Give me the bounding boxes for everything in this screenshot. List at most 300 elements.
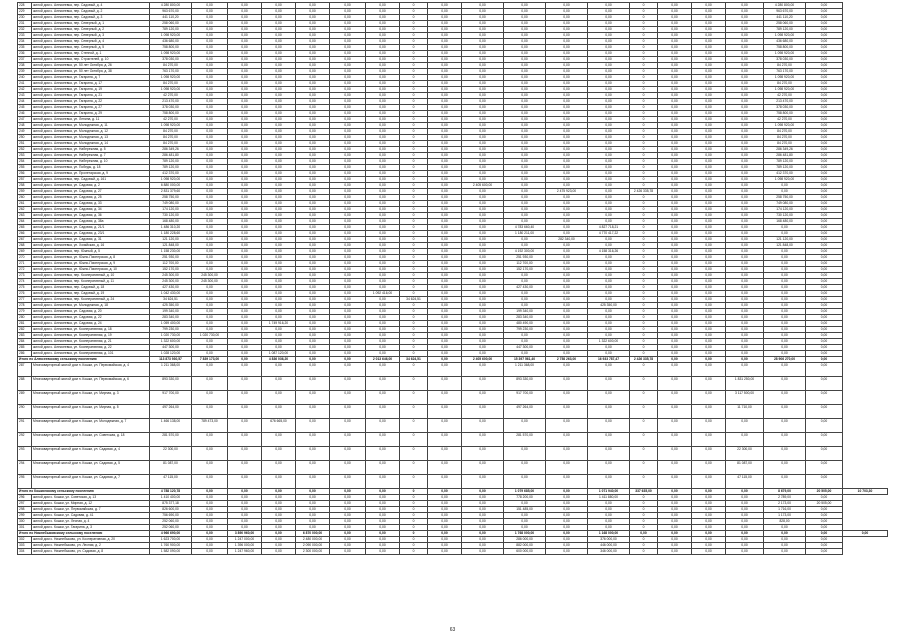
amount-cell: 0,00 [366,219,400,225]
amount-cell: 0,00 [692,377,726,391]
address-cell: жилой дом с. Кошки, ул. Первомайская, д. 7 [32,507,150,513]
amount-cell: 0,00 [330,231,366,237]
amount-cell: 0 [400,363,428,377]
address-cell: жилой дом с. Кошки, ул. Мирная, д. 12 [32,501,150,507]
amount-cell: 0,00 [428,195,462,201]
amount-cell: 882 000,00 [504,543,546,549]
amount-cell: 0,00 [428,219,462,225]
amount-cell: 0,00 [192,45,228,51]
amount-cell: 0,00 [588,351,630,357]
amount-cell: 0 [400,153,428,159]
amount-cell: 0,00 [262,231,296,237]
amount-cell: 0,00 [692,243,726,249]
amount-cell: 0,00 [192,447,228,461]
amount-cell: 282 340,00 [546,237,588,243]
row-number: 299 [18,513,32,519]
amount-cell: 0,00 [192,129,228,135]
amount-cell: 0,00 [692,267,726,273]
amount-cell: 0,00 [546,9,588,15]
total-cell: 337 635,00 [630,489,658,495]
amount-cell: 0,00 [692,165,726,171]
amount-cell: 0,00 [228,345,262,351]
amount-cell: 0,00 [462,475,504,489]
amount-cell: 446 000,00 [588,543,630,549]
amount-cell: 0,00 [546,225,588,231]
amount-cell: 0,00 [366,213,400,219]
amount-cell: 0,00 [806,419,843,433]
amount-cell: 0,00 [296,285,330,291]
amount-cell: 0,00 [296,243,330,249]
amount-cell: 0,00 [692,261,726,267]
amount-cell: 0,00 [428,285,462,291]
amount-cell: 0,00 [764,291,806,297]
amount-cell: 0,00 [192,377,228,391]
amount-cell: 0,00 [588,391,630,405]
amount-cell: 0,00 [428,461,462,475]
amount-cell: 0,00 [692,177,726,183]
amount-cell: 0,00 [228,63,262,69]
amount-cell: 0,00 [588,279,630,285]
row-number: 284 [18,339,32,345]
amount-cell: 0,00 [428,345,462,351]
amount-cell: 0,00 [428,51,462,57]
amount-cell: 0,00 [192,321,228,327]
amount-cell: 0,00 [228,165,262,171]
row-number: 300 [18,519,32,525]
amount-cell: 0 [400,219,428,225]
amount-cell: 0,00 [546,519,588,525]
row-number: 281 [18,321,32,327]
amount-cell: 1 098 920,00 [150,75,192,81]
amount-cell: 0,00 [228,129,262,135]
amount-cell: 1 158 230,00 [150,249,192,255]
amount-cell: 0,00 [330,3,366,9]
amount-cell: 0,00 [192,201,228,207]
amount-cell: 0,00 [726,309,764,315]
amount-cell: 0,00 [726,81,764,87]
amount-cell: 0,00 [366,297,400,303]
amount-cell: 0,00 [764,405,806,419]
amount-cell: 84 270,00 [150,81,192,87]
address-cell: жилой дом с. Алексеевка, ул. Гагарина, д. 7 [32,75,150,81]
total-cell: 0,00 [428,531,462,537]
amount-cell: 0 [630,153,658,159]
amount-cell: 0,00 [588,525,630,531]
amount-cell: 0,00 [806,273,843,279]
row-number: 238 [18,63,32,69]
amount-cell: 0,00 [428,135,462,141]
amount-cell: 174 120,00 [764,207,806,213]
amount-cell: 0,00 [428,433,462,447]
amount-cell: 0,00 [658,507,692,513]
amount-cell: 0,00 [692,537,726,543]
amount-cell: 0,00 [546,377,588,391]
amount-cell: 0,00 [658,147,692,153]
amount-cell: 152 170,00 [504,267,546,273]
amount-cell: 0,00 [504,525,546,531]
amount-cell: 0,00 [692,69,726,75]
amount-cell: 0 [400,147,428,153]
amount-cell: 0 [400,45,428,51]
amount-cell: 0,00 [228,105,262,111]
amount-cell: 0,00 [504,213,546,219]
amount-cell: 0,00 [764,363,806,377]
amount-cell: 0,00 [428,213,462,219]
amount-cell: 0,00 [296,171,330,177]
amount-cell: 0,00 [504,297,546,303]
amount-cell: 0,00 [192,51,228,57]
row-number: 271 [18,261,32,267]
address-cell: жилой дом с. Алексеевка, пер. Кооперативный, д. 24 [32,297,150,303]
amount-cell: 0 [630,27,658,33]
amount-cell: 0,00 [504,75,546,81]
amount-cell: 0,00 [330,225,366,231]
amount-cell: 0,00 [330,27,366,33]
address-cell: жилой дом с. Алексеевка, ул. Гагарина, д. 22 [32,99,150,105]
amount-cell: 0,00 [692,419,726,433]
row-number: 255 [18,165,32,171]
amount-cell: 0,00 [296,57,330,63]
amount-cell: 0,00 [726,147,764,153]
amount-cell: 0,00 [330,525,366,531]
amount-cell: 0,00 [692,129,726,135]
amount-cell: 0,00 [228,255,262,261]
amount-cell: 0 [400,461,428,475]
amount-cell: 0,00 [504,153,546,159]
amount-cell: 0,00 [692,327,726,333]
amount-cell: 42 270,00 [764,117,806,123]
amount-cell: 0,00 [330,297,366,303]
amount-cell: 0,00 [726,21,764,27]
amount-cell: 0,00 [428,501,462,507]
row-number: 259 [18,189,32,195]
amount-cell: 0,00 [330,21,366,27]
amount-cell: 0,00 [366,93,400,99]
amount-cell: 0,00 [546,339,588,345]
amount-cell: 1 028 120,00 [150,351,192,357]
amount-cell: 0,00 [546,461,588,475]
amount-cell: 0 [630,447,658,461]
amount-cell: 0,00 [330,219,366,225]
amount-cell: 0,00 [428,129,462,135]
amount-cell: 0,00 [764,549,806,555]
amount-cell: 0,00 [764,433,806,447]
amount-cell: 0,00 [296,177,330,183]
total-cell: 0,00 [843,531,888,537]
amount-cell: 758 800,00 [150,45,192,51]
amount-cell: 0,00 [588,345,630,351]
amount-cell: 0,00 [726,495,764,501]
amount-cell: 0,00 [330,195,366,201]
amount-cell: 0 [400,93,428,99]
amount-cell: 0,00 [806,195,843,201]
amount-cell: 0,00 [296,129,330,135]
amount-cell: 0,00 [692,201,726,207]
amount-cell: 0,00 [726,433,764,447]
address-cell: жилой дом с. Алексеевка, ул. Садовая, д. 34 [32,207,150,213]
amount-cell: 0 [400,105,428,111]
amount-cell: 0,00 [228,363,262,377]
amount-cell: 0,00 [228,69,262,75]
amount-cell: 0,00 [764,333,806,339]
amount-cell: 0,00 [228,135,262,141]
amount-cell: 0,00 [546,543,588,549]
total-cell: 0,00 [296,489,330,495]
amount-cell: 0,00 [588,3,630,9]
amount-cell: 0,00 [806,309,843,315]
amount-cell: 0,00 [296,519,330,525]
amount-cell: 0,00 [296,63,330,69]
amount-cell: 0,00 [228,303,262,309]
amount-cell: 0 [630,303,658,309]
amount-cell: 0,00 [806,207,843,213]
amount-cell: 0,00 [504,419,546,433]
amount-cell: 0,00 [658,525,692,531]
amount-cell: 0,00 [192,153,228,159]
total-cell: 0 [400,531,428,537]
amount-cell: 0,00 [262,255,296,261]
amount-cell: 0,00 [262,225,296,231]
amount-cell: 4 158 316,26 [588,249,630,255]
amount-cell: 0,00 [192,165,228,171]
amount-cell: 0,00 [296,321,330,327]
amount-cell: 0,00 [764,461,806,475]
total-cell: 4 966 690,00 [150,531,192,537]
amount-cell: 0,00 [546,201,588,207]
amount-cell: 0 [400,345,428,351]
amount-cell: 0,00 [228,405,262,419]
amount-cell: 0,00 [504,135,546,141]
amount-cell: 0,00 [428,351,462,357]
amount-cell: 4 280 800,00 [764,3,806,9]
amount-cell: 0,00 [462,507,504,513]
amount-cell: 0,00 [462,111,504,117]
amount-cell: 0 [630,129,658,135]
address-cell: жилой дом с. Алексеевка, пер. Северный, д. 3 [32,33,150,39]
amount-cell: 0 [630,177,658,183]
amount-cell: 0,00 [366,57,400,63]
amount-cell: 0,00 [692,315,726,321]
amount-cell: 84 270,00 [150,129,192,135]
amount-cell: 0,00 [192,117,228,123]
amount-cell: 0,00 [806,153,843,159]
amount-cell: 2 405 600,00 [462,183,504,189]
amount-cell: 497 264,00 [150,405,192,419]
address-cell: жилой дом с. Алексеевка, ул. Гагарина, д. 17 [32,81,150,87]
amount-cell: 1 098 920,00 [764,75,806,81]
amount-cell: 0,00 [462,405,504,419]
amount-cell: 730 120,00 [150,213,192,219]
row-number: 229 [18,9,32,15]
amount-cell: 0,00 [658,39,692,45]
amount-cell: 0,00 [692,207,726,213]
amount-cell: 0,00 [366,15,400,21]
amount-cell: 0 [630,255,658,261]
amount-cell: 0,00 [726,501,764,507]
amount-cell: 0,00 [262,195,296,201]
amount-cell: 0,00 [806,21,843,27]
amount-cell: 0,00 [462,519,504,525]
amount-cell: 0,00 [462,27,504,33]
amount-cell: 0,00 [726,261,764,267]
amount-cell: 258 750,00 [764,195,806,201]
amount-cell: 0 [400,165,428,171]
amount-cell: 0,00 [764,261,806,267]
amount-cell: 0,00 [546,447,588,461]
amount-cell: 0 [400,291,428,297]
amount-cell: 0,00 [462,177,504,183]
amount-cell: 0,00 [366,21,400,27]
amount-cell: 0,00 [726,111,764,117]
amount-cell: 0,00 [504,177,546,183]
total-cell: 20 505,00 [806,489,843,495]
amount-cell: 0,00 [692,21,726,27]
amount-cell: 0,00 [588,519,630,525]
amount-cell: 0,00 [428,153,462,159]
amount-cell: 0,00 [588,159,630,165]
amount-cell: 0,00 [658,141,692,147]
amount-cell: 0,00 [462,141,504,147]
amount-cell: 0,00 [462,419,504,433]
total-cell: 0,00 [428,357,462,363]
amount-cell: 0,00 [504,9,546,15]
amount-cell: 0,00 [658,327,692,333]
amount-cell: 0,00 [330,135,366,141]
amount-cell: 0,00 [588,327,630,333]
amount-cell: 0 [630,333,658,339]
amount-cell: 0,00 [330,159,366,165]
amount-cell: 1 831 250,00 [726,377,764,391]
amount-cell: 42 270,00 [764,93,806,99]
address-cell: Многоквартирный жилой дом п. Кошки, ул. Мирная, д. 5 [32,405,150,419]
amount-cell: 0,00 [726,345,764,351]
amount-cell: 0,00 [726,339,764,345]
total-cell: 4 788 120,78 [150,489,192,495]
amount-cell: 0,00 [726,51,764,57]
amount-cell: 0,00 [330,213,366,219]
amount-cell: 0,00 [192,105,228,111]
amount-cell: 0,00 [366,111,400,117]
amount-cell: 436 680,00 [764,39,806,45]
amount-cell: 0,00 [588,105,630,111]
amount-cell: 0,00 [428,327,462,333]
amount-cell: 0,00 [192,15,228,21]
amount-cell: 0,00 [366,249,400,255]
amount-cell: 0,00 [726,513,764,519]
amount-cell: 0,00 [462,461,504,475]
amount-cell: 84 270,00 [764,135,806,141]
amount-cell: 0,00 [428,419,462,433]
amount-cell: 0,00 [330,99,366,105]
amount-cell: 0,00 [192,255,228,261]
amount-cell: 0 [630,195,658,201]
amount-cell: 0,00 [806,285,843,291]
amount-cell: 917 700,00 [504,391,546,405]
amount-cell: 0,00 [262,363,296,377]
amount-cell: 0,00 [428,225,462,231]
amount-cell: 0,00 [228,3,262,9]
amount-cell: 0,00 [428,99,462,105]
row-number: 239 [18,69,32,75]
amount-cell: 0,00 [228,237,262,243]
amount-cell: 0,00 [658,51,692,57]
amount-cell: 0,00 [462,147,504,153]
amount-cell: 245 300,00 [192,279,228,285]
amount-cell: 0,00 [546,549,588,555]
amount-cell: 0,00 [262,391,296,405]
amount-cell: 0 [400,3,428,9]
amount-cell: 0,00 [330,267,366,273]
amount-cell: 0,00 [192,537,228,543]
amount-cell: 0,00 [366,117,400,123]
amount-cell: 0,00 [692,273,726,279]
amount-cell: 0,00 [228,315,262,321]
amount-cell: 0,00 [428,105,462,111]
amount-cell: 0,00 [330,255,366,261]
amount-cell: 0,00 [262,475,296,489]
amount-cell: 0,00 [366,475,400,489]
total-cell: 1 168 000,00 [588,531,630,537]
amount-cell: 0,00 [428,339,462,345]
amount-cell: 0,00 [296,87,330,93]
amount-cell: 676 665,00 [262,419,296,433]
amount-cell: 0 [630,165,658,171]
amount-cell: 0 [630,339,658,345]
total-cell: 0,00 [192,489,228,495]
amount-cell: 0,00 [296,261,330,267]
amount-cell: 0,00 [366,51,400,57]
total-label: Итого по Нижнебыковскому сельскому поселению [18,531,150,537]
amount-cell: 0,00 [428,177,462,183]
amount-cell: 0,00 [546,105,588,111]
amount-cell: 0,00 [726,231,764,237]
amount-cell: 0 [630,45,658,51]
amount-cell: 0,00 [726,201,764,207]
row-number: 240 [18,75,32,81]
amount-cell: 0,00 [806,351,843,357]
amount-cell: 963 670,00 [764,9,806,15]
amount-cell: 0 [400,507,428,513]
address-cell: Многоквартирный жилой дом п. Кошки, ул. Молодежная, д. 7 [32,419,150,433]
amount-cell: 0,00 [692,63,726,69]
amount-cell: 0,00 [228,225,262,231]
amount-cell: 0,00 [462,549,504,555]
amount-cell: 0,00 [504,475,546,489]
amount-cell: 0 [630,171,658,177]
amount-cell: 0,00 [262,461,296,475]
amount-cell: 0,00 [366,507,400,513]
amount-cell: 425 350,00 [588,303,630,309]
amount-cell: 0,00 [806,75,843,81]
row-number: 246 [18,111,32,117]
amount-cell: 758 800,00 [764,45,806,51]
amount-cell: 0,00 [366,405,400,419]
amount-cell: 0,00 [428,267,462,273]
amount-cell: 1 098 920,00 [150,33,192,39]
amount-cell: 0,00 [330,183,366,189]
amount-cell: 0,00 [726,123,764,129]
amount-cell: 0,00 [192,135,228,141]
amount-cell: 0,00 [428,45,462,51]
amount-cell: 0,00 [692,543,726,549]
amount-cell: 0,00 [658,21,692,27]
amount-cell: 0,00 [330,351,366,357]
row-number: 294 [18,461,32,475]
amount-cell: 0,00 [658,377,692,391]
amount-cell: 245 300,00 [150,279,192,285]
amount-cell: 0,00 [366,537,400,543]
total-cell: 8 679,00 [764,489,806,495]
